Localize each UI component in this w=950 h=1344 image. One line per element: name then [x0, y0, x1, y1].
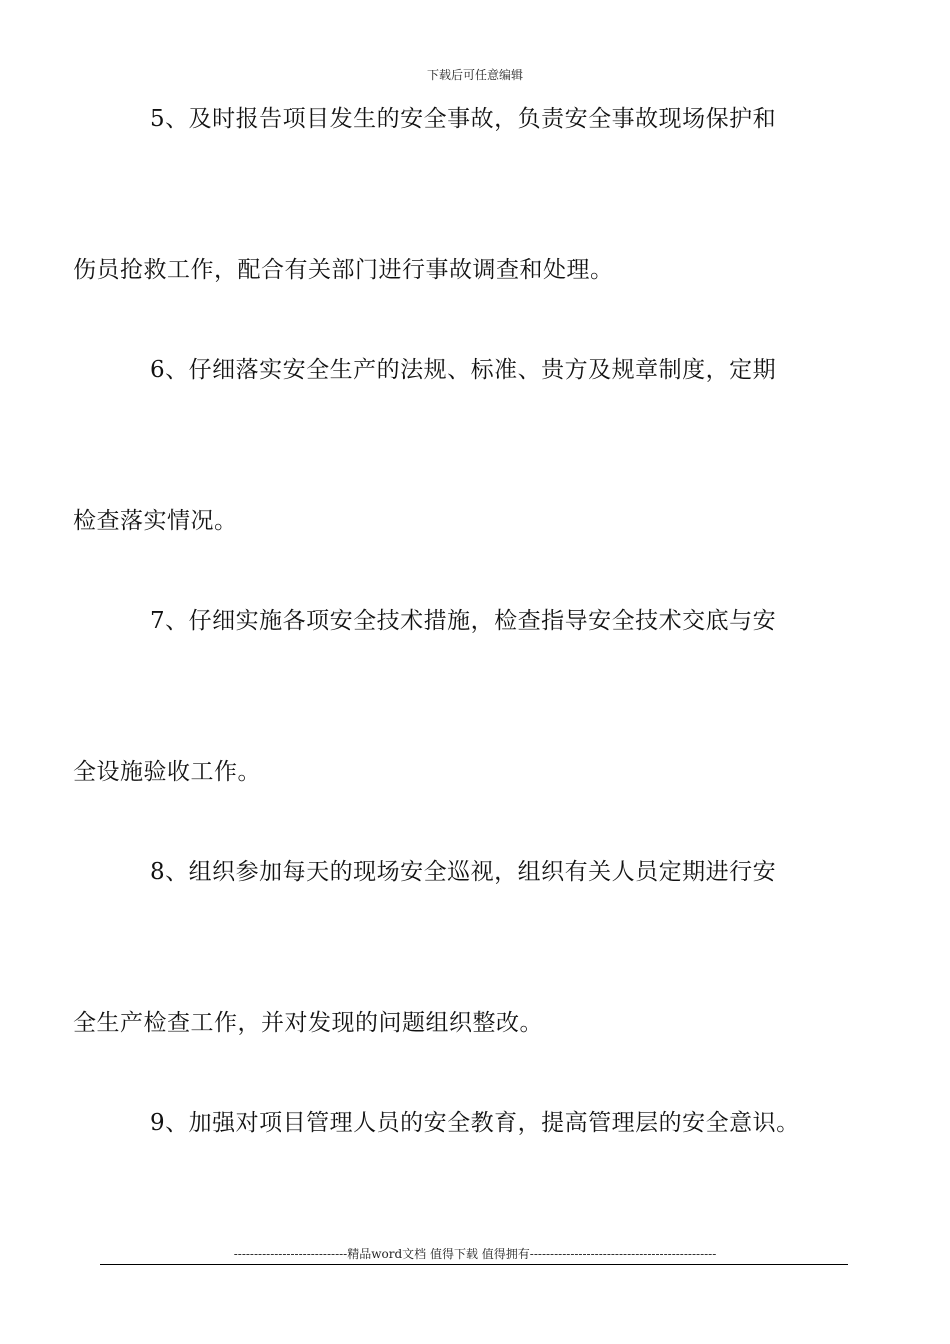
item-5-line-2: 伤员抢救工作，配合有关部门进行事故调查和处理。	[73, 257, 614, 283]
item-7-line-1: 7、仔细实施各项安全技术措施，检查指导安全技术交底与安	[150, 608, 777, 634]
footer-text: ----------------------------精品word文档 值得下载 值得拥有----------------------------------------------	[233, 1247, 717, 1261]
footer-rule	[100, 1264, 848, 1265]
item-9-line-1: 9、加强对项目管理人员的安全教育，提高管理层的安全意识。	[150, 1110, 800, 1136]
item-8-line-1: 8、组织参加每天的现场安全巡视，组织有关人员定期进行安	[150, 859, 777, 885]
header-note: 下载后可任意编辑	[426, 68, 523, 82]
item-6-line-1: 6、仔细落实安全生产的法规、标准、贵方及规章制度，定期	[150, 357, 777, 383]
item-7-line-2: 全设施验收工作。	[73, 759, 261, 785]
item-6-line-2: 检查落实情况。	[73, 508, 238, 534]
item-8-line-2: 全生产检查工作，并对发现的问题组织整改。	[73, 1010, 543, 1036]
item-5-line-1: 5、及时报告项目发生的安全事故，负责安全事故现场保护和	[150, 106, 777, 132]
